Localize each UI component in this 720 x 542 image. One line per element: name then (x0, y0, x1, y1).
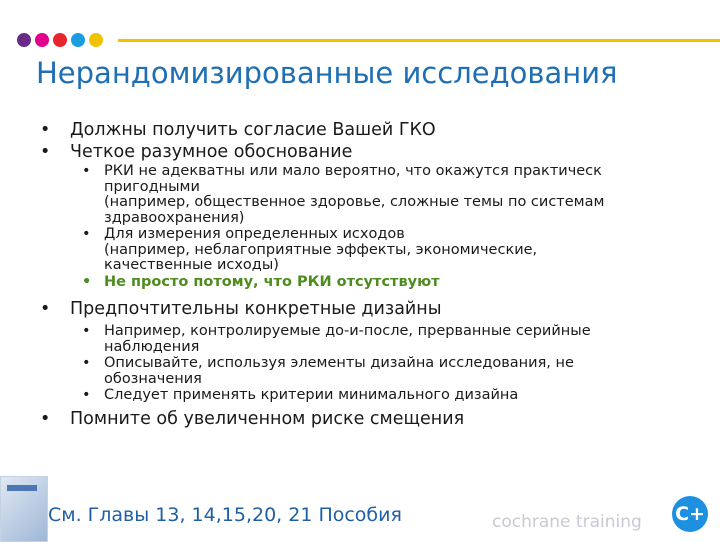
dot-1 (17, 33, 31, 47)
dot-5 (89, 33, 103, 47)
bullet-2: • Четкое разумное обоснование (36, 141, 716, 163)
brand-text: cochrane training (492, 512, 642, 532)
sub-bullet-3-3 (36, 388, 716, 404)
sub-bullet-line: • РКИ не адекватны или мало вероятно, что окажутся практическ (104, 163, 602, 179)
sub-bullet-line: наблюдения (104, 338, 200, 355)
sub-bullet-2-3-highlight (36, 275, 716, 291)
sub-bullet-line: • Описывайте, используя элементы дизайна исследования, не (104, 355, 574, 371)
slide-title: Нерандомизированные исследования (36, 56, 618, 90)
bullet-4: • Помните об увеличенном риске смещения (36, 408, 716, 430)
sub-bullet-3-2 (36, 356, 716, 387)
sub-bullet-line: (например, общественное здоровье, сложные темы по системам (104, 194, 605, 210)
handbook-cover-image (0, 476, 48, 542)
sub-bullet-line: • Например, контролируемые до-и-после, прерванные серийные (104, 323, 591, 339)
sub-bullet-3-1 (36, 324, 716, 355)
bullet-list (36, 119, 716, 430)
chapter-reference: См. Главы 13, 14,15,20, 21 Пособия (48, 504, 402, 526)
sub-bullet-line: (например, неблагоприятные эффекты, экономические, (104, 241, 538, 258)
sub-bullet-2-2 (36, 227, 716, 274)
dot-3 (53, 33, 67, 47)
bullet-1: • Должны получить согласие Вашей ГКО (36, 119, 716, 141)
cochrane-logo-icon: C+ (672, 496, 708, 532)
sub-bullet-line: • Следует применять критерии минимального дизайна (104, 387, 519, 403)
sub-bullet-2-1 (36, 164, 716, 226)
sub-bullet-line: здравоохранения) (104, 209, 245, 226)
sub-bullet-line: • Для измерения определенных исходов (104, 226, 405, 242)
sub-bullet-line: обозначения (104, 370, 202, 387)
dot-2 (35, 33, 49, 47)
sub-bullet-line: качественные исходы) (104, 257, 279, 273)
sub-bullet-line: • Не просто потому, что РКИ отсутствуют (104, 273, 440, 290)
bullet-3: • Предпочтительны конкретные дизайны (36, 298, 716, 320)
sub-bullet-line: пригодными (104, 178, 200, 195)
header-divider (118, 39, 720, 42)
dot-4 (71, 33, 85, 47)
decorative-dots (17, 33, 103, 47)
